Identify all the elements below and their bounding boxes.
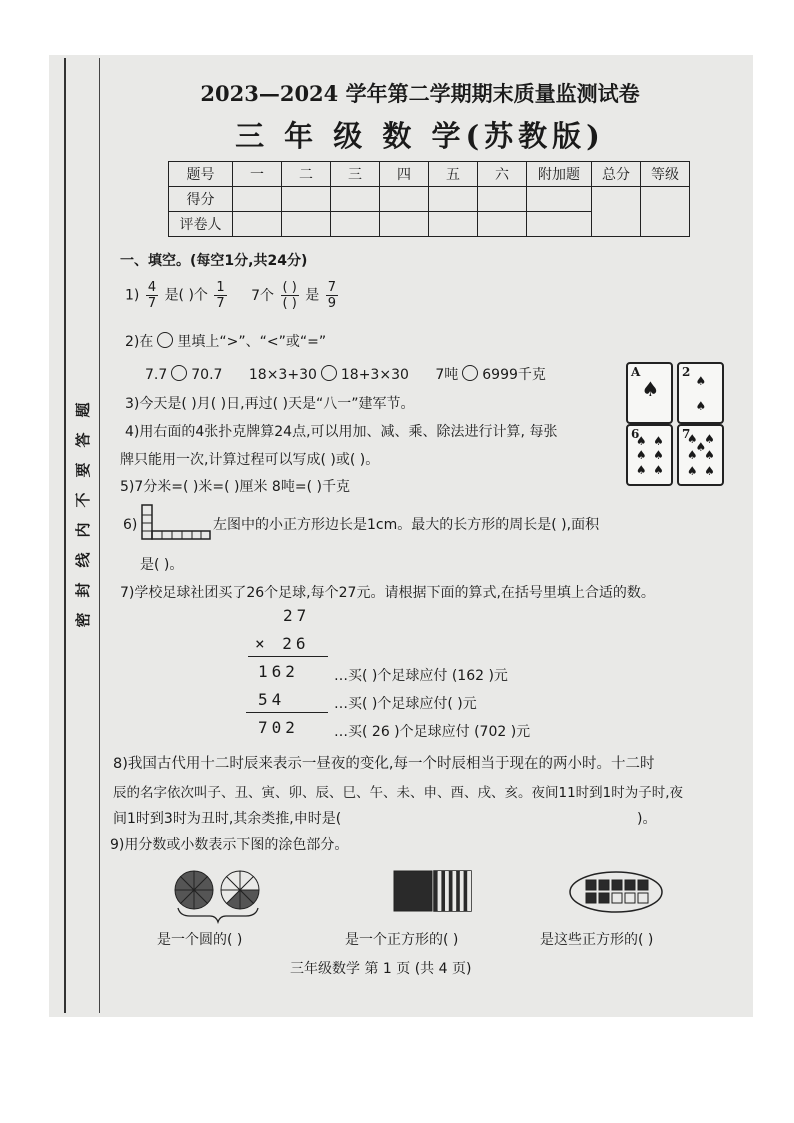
header-cell: 三: [331, 162, 380, 187]
stripe: [449, 871, 453, 911]
question-4-line2[interactable]: 牌只能用一次,计算过程可以写成( )或( )。: [120, 452, 380, 468]
q1-blank-text[interactable]: 是( )个: [164, 287, 208, 304]
spade-icon: ♠: [695, 374, 707, 389]
question-3[interactable]: 3)今天是( )月( )日,再过( )天是“八一”建军节。: [125, 396, 415, 412]
compare-right: 70.7: [191, 367, 223, 383]
card-rank: 2: [682, 365, 691, 379]
spade-icon: ♠: [653, 462, 664, 477]
stripe: [460, 871, 464, 911]
calc-row-4: 54: [258, 690, 286, 709]
two-circles-figure: [170, 868, 266, 924]
calc-note-5: …买( 26 )个足球应付 (702 )元: [334, 724, 531, 740]
stripe: [456, 871, 460, 911]
question-4-line1: 4)用右面的4张扑克牌算24点,可以用加、减、乘、除法进行计算, 每张: [125, 424, 558, 440]
stripe: [441, 871, 445, 911]
small-square: [625, 893, 635, 903]
question-2: [125, 331, 326, 351]
question-6-line1[interactable]: 左图中的小正方形边长是1cm。最大的长方形的周长是( ),面积: [213, 517, 600, 533]
spade-icon: ♠: [695, 440, 707, 455]
spade-icon: ♠: [704, 448, 715, 462]
header-cell: 附加题: [527, 162, 592, 187]
score-table-header-row: [169, 162, 690, 187]
score-row: [169, 187, 690, 212]
spade-icon: ♠: [653, 433, 664, 448]
seal-char: 不: [74, 492, 92, 508]
spade-icon: ♠: [695, 398, 707, 413]
total-cell[interactable]: [592, 187, 641, 237]
q9-caption-circle[interactable]: 是一个圆的( ): [157, 932, 243, 948]
small-square: [599, 893, 609, 903]
q2-text: 里填上“>”、“<”或“=”: [177, 334, 327, 350]
stripe: [467, 871, 471, 911]
spade-icon: ♠: [641, 377, 660, 401]
calc-note-4[interactable]: …买( )个足球应付( )元: [334, 696, 477, 712]
playing-card: [626, 424, 673, 486]
score-cell[interactable]: [478, 187, 527, 212]
spade-icon: ♠: [686, 448, 698, 462]
calc-rule-2: [246, 712, 328, 713]
fraction-4-7: $\frac{4}{7}$: [147, 280, 157, 311]
seal-char: 要: [74, 462, 92, 478]
compare-circle[interactable]: [321, 365, 337, 381]
rectangle-grid-figure: [140, 503, 212, 541]
question-5[interactable]: 5)7分米=( )米=( )厘米 8吨=( )千克: [120, 479, 350, 495]
question-7: 7)学校足球社团买了26个足球,每个27元。请根据下面的算式,在括号里填上合适的数。: [120, 585, 655, 601]
question-1: [125, 280, 340, 311]
compare-left: 7.7: [145, 367, 168, 383]
score-cell[interactable]: [429, 187, 478, 212]
seal-char: 封: [74, 582, 92, 598]
header-cell: 四: [380, 162, 429, 187]
fraction-1-7: $\frac{1}{7}$: [216, 280, 225, 311]
grader-cell[interactable]: [478, 212, 527, 237]
question-8-line2: 辰的名字依次叫子、丑、寅、卯、辰、巳、午、未、申、酉、戌、亥。夜间11时到1时为子时,夜: [113, 785, 684, 801]
small-square: [638, 880, 648, 890]
compare-left: 18×3+30: [248, 367, 317, 383]
question-2-comparisons: [145, 364, 546, 384]
score-cell[interactable]: [380, 187, 429, 212]
score-table: [168, 161, 690, 237]
compare-circle[interactable]: [462, 365, 478, 381]
grade-cell[interactable]: [641, 187, 690, 237]
calc-row-1: 27: [283, 606, 311, 625]
binding-line-outer: [64, 58, 66, 1013]
seal-char: 答: [74, 432, 92, 448]
row-label: 评卷人: [169, 212, 233, 237]
row-label: 得分: [169, 187, 233, 212]
calc-row-5: 702: [258, 718, 299, 737]
q1-number: 1): [125, 287, 140, 304]
stripe: [464, 871, 468, 911]
seal-char: 题: [74, 402, 92, 418]
fraction-blank[interactable]: $\frac{( )}{( )}$: [282, 280, 297, 311]
stripe: [434, 871, 438, 911]
playing-card: [677, 424, 724, 486]
question-6-line2[interactable]: 是( )。: [140, 557, 184, 573]
spade-icon: ♠: [704, 431, 715, 446]
score-cell[interactable]: [282, 187, 331, 212]
stripe: [438, 871, 442, 911]
small-square: [586, 893, 596, 903]
score-cell[interactable]: [527, 187, 592, 212]
question-8-line3: 间1时到3时为丑时,其余类推,申时是(: [113, 811, 342, 827]
question-9: 9)用分数或小数表示下图的涂色部分。: [110, 837, 349, 853]
spade-icon: ♠: [635, 433, 647, 448]
seal-char: 密: [74, 612, 92, 628]
stripe: [453, 871, 457, 911]
compare-right: 6999千克: [482, 367, 546, 383]
score-cell[interactable]: [331, 187, 380, 212]
score-cell[interactable]: [233, 187, 282, 212]
small-square: [638, 893, 648, 903]
fraction-7-9: $\frac{7}{9}$: [327, 280, 336, 311]
calc-row-2: × 26: [255, 634, 310, 653]
spade-icon: ♠: [686, 464, 698, 479]
small-square: [612, 893, 622, 903]
page-footer: 三年级数学 第 1 页 (共 4 页): [290, 961, 472, 977]
grader-cell[interactable]: [380, 212, 429, 237]
spade-icon: ♠: [635, 448, 647, 462]
header-cell: 六: [478, 162, 527, 187]
card-rank: A: [631, 365, 641, 379]
seal-char: 线: [74, 552, 92, 568]
spade-icon: ♠: [653, 448, 664, 462]
calc-rule-1: [248, 656, 328, 657]
margin-seal-text: [72, 395, 94, 635]
grader-cell[interactable]: [429, 212, 478, 237]
q6-number: 6): [123, 517, 138, 533]
grader-cell[interactable]: [233, 212, 282, 237]
q9-caption-squares[interactable]: 是这些正方形的( ): [540, 932, 654, 948]
spade-icon: ♠: [635, 462, 647, 477]
binding-line-inner: [99, 58, 100, 1013]
section-heading: 一、填空。(每空1分,共24分): [120, 253, 308, 269]
grader-cell[interactable]: [527, 212, 592, 237]
compare-circle[interactable]: [171, 365, 187, 381]
spade-icon: ♠: [704, 464, 715, 479]
square-stripes-figure: [393, 870, 473, 914]
seal-char: 内: [74, 522, 92, 538]
small-square: [599, 880, 609, 890]
header-cell: 二: [282, 162, 331, 187]
calc-row-3: 162: [258, 662, 299, 681]
header-cell: 一: [233, 162, 282, 187]
grader-cell[interactable]: [282, 212, 331, 237]
exam-subtitle: 三 年 级 数 学(苏教版): [235, 119, 605, 153]
question-8-line1: 8)我国古代用十二时辰来表示一昼夜的变化,每一个时辰相当于现在的两小时。十二时: [113, 756, 655, 772]
q9-caption-square[interactable]: 是一个正方形的( ): [345, 932, 459, 948]
q1-text-7ge: 7个: [251, 287, 275, 304]
header-cell: 总分: [592, 162, 641, 187]
card-rank: 6: [631, 427, 640, 441]
playing-card: [626, 362, 673, 424]
small-square: [586, 880, 596, 890]
small-square: [625, 880, 635, 890]
header-cell: 等级: [641, 162, 690, 187]
header-cell: 五: [429, 162, 478, 187]
ellipse-squares-figure: [568, 870, 664, 914]
spade-icon: ♠: [686, 431, 698, 446]
small-square: [612, 880, 622, 890]
grader-cell[interactable]: [331, 212, 380, 237]
playing-card: [677, 362, 724, 424]
header-cell: 题号: [169, 162, 233, 187]
question-8-answer-close[interactable]: )。: [637, 811, 657, 827]
circle-icon: [157, 332, 173, 348]
exam-title: 2023—2024 学年第二学期期末质量监测试卷: [200, 81, 640, 106]
calc-note-3[interactable]: …买( )个足球应付 (162 )元: [334, 668, 508, 684]
q2-text: 2)在: [125, 334, 154, 350]
q1-text-shi: 是: [305, 287, 320, 304]
card-rank: 7: [682, 427, 691, 441]
compare-left: 7吨: [435, 367, 459, 383]
compare-right: 18+3×30: [340, 367, 409, 383]
stripe: [445, 871, 449, 911]
